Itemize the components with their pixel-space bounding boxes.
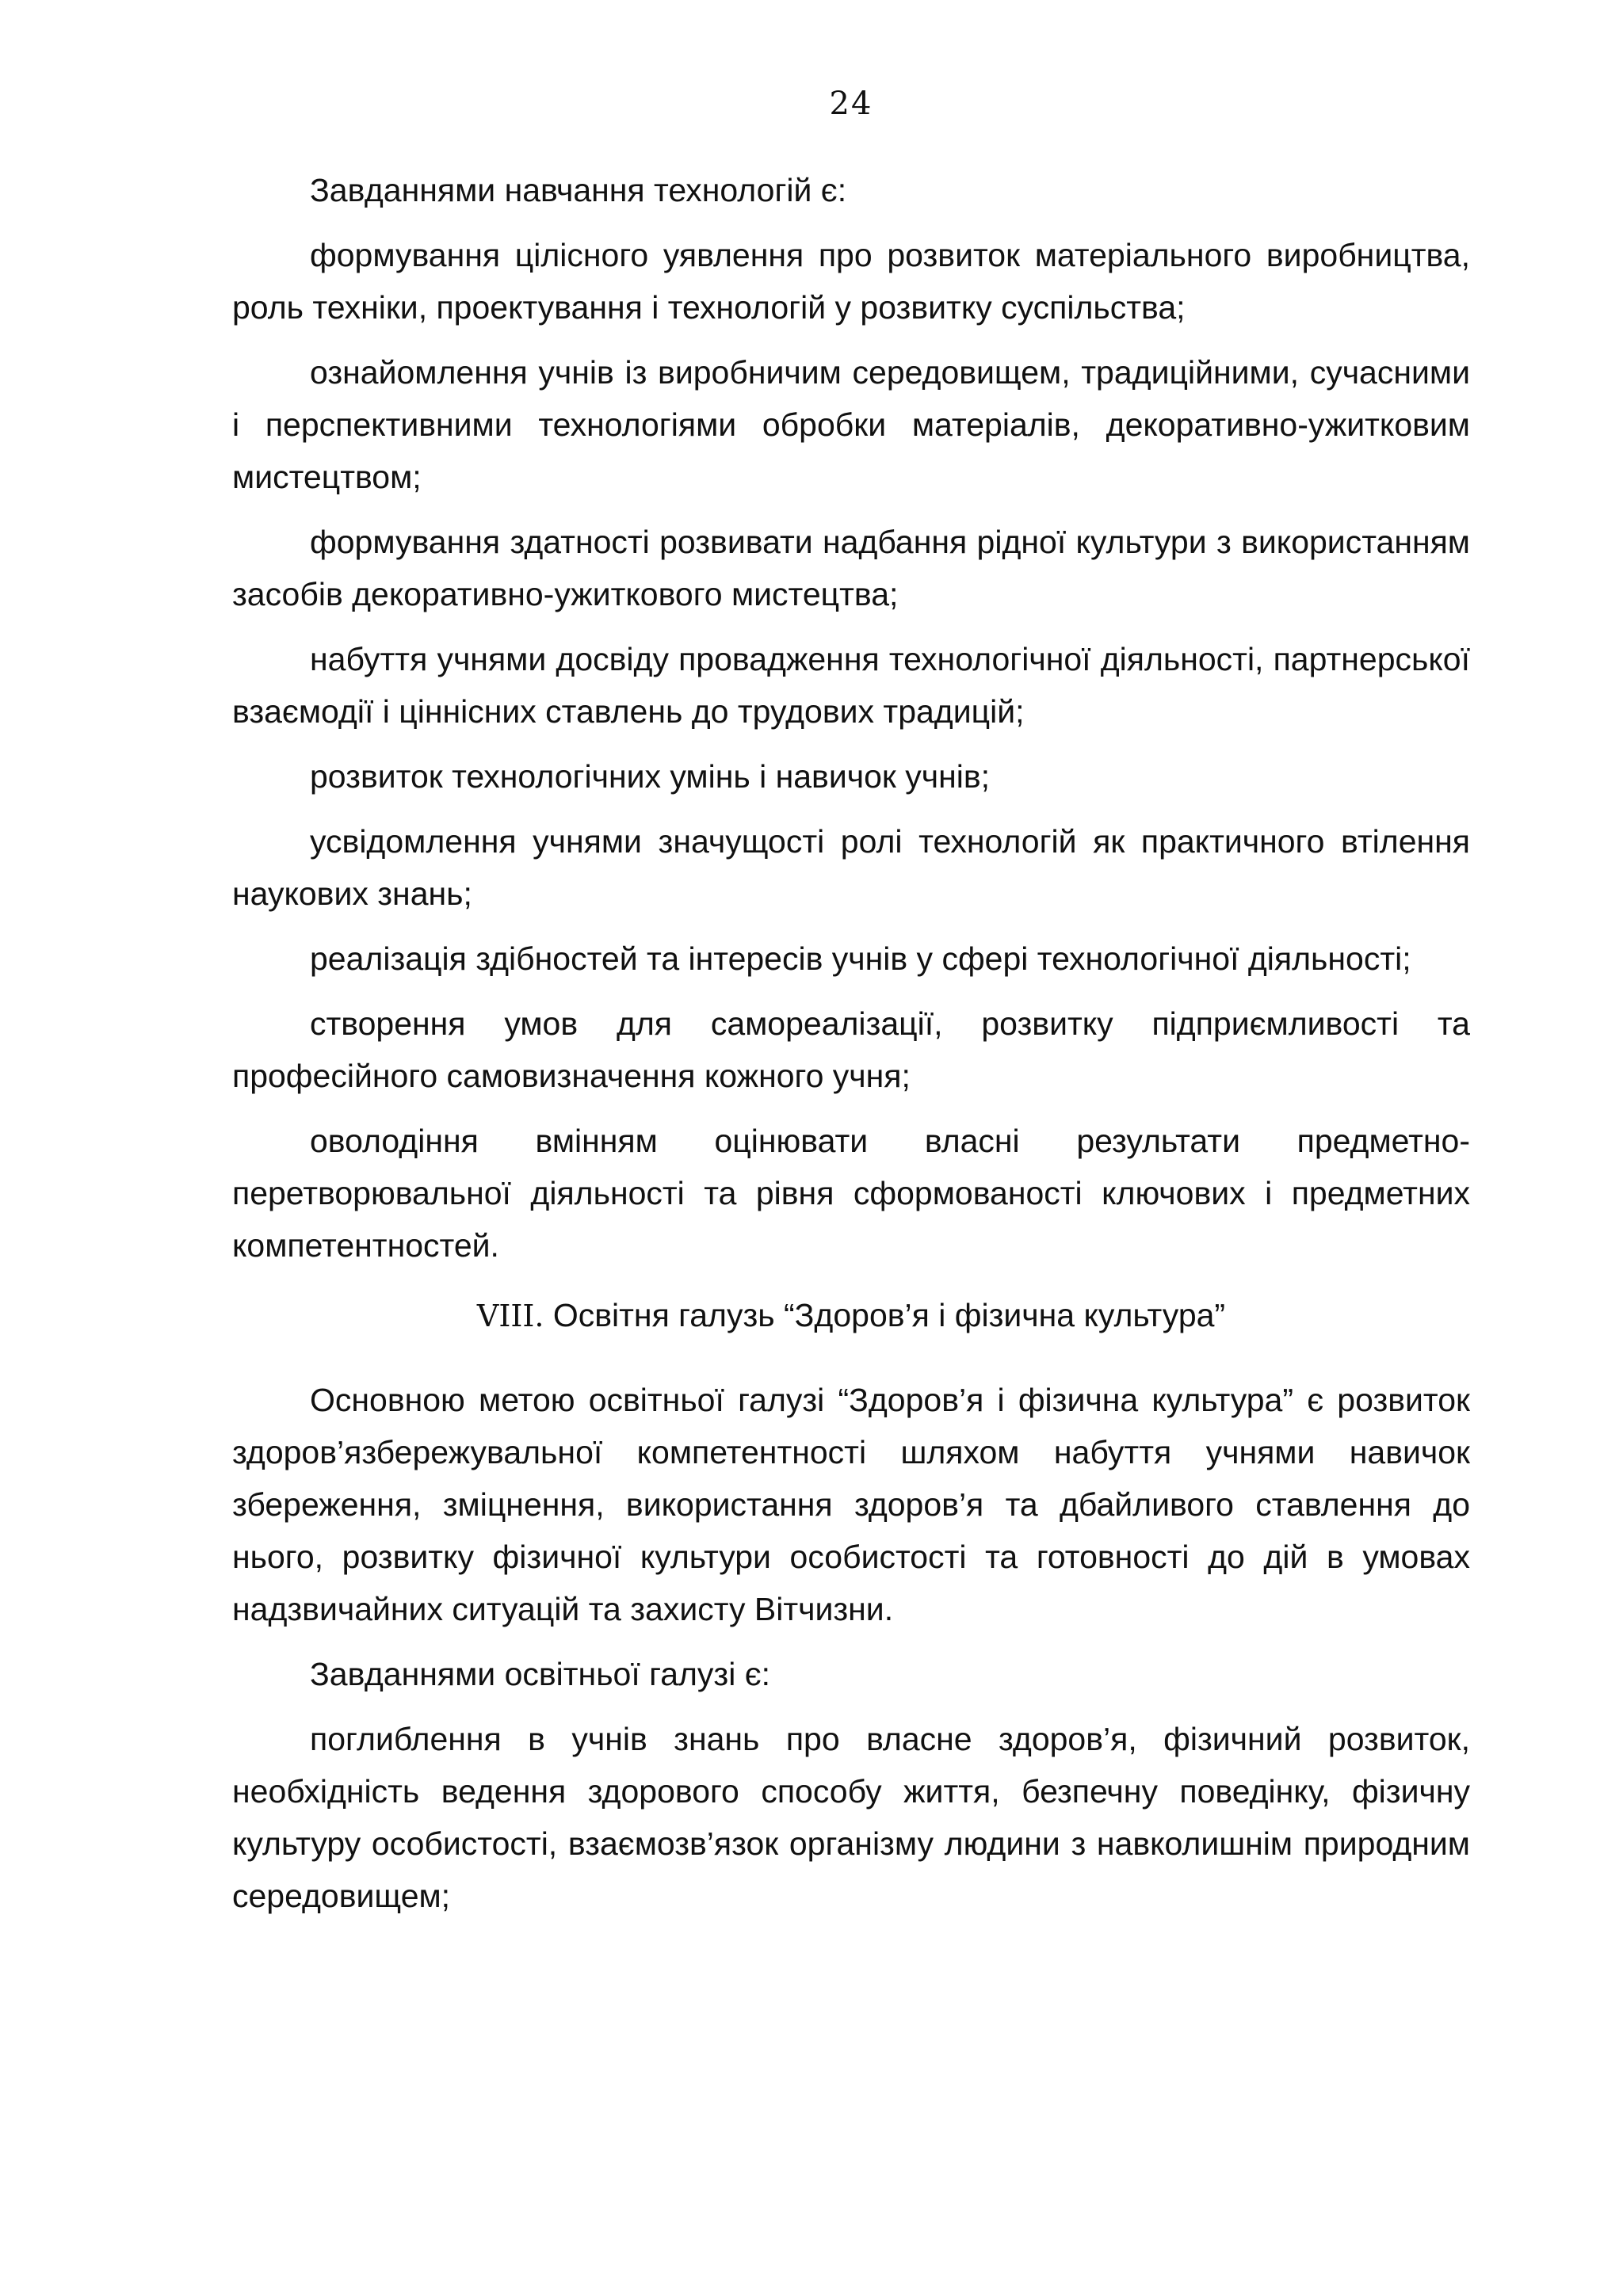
paragraph-goal: Основною метою освітньої галузі “Здоров’я і фізична культура” є розвиток здоров’язбережувальної компетентності шляхом набуття учнями навичок збереження, зміцнення, використання здоров’я та дбайливого ставлення до нього, розвитку фізичної культури особистості та готовності до дій в умовах надзвичайних ситуацій та захисту Вітчизни.	[232, 1382, 1470, 1627]
paragraph-task-6: усвідомлення учнями значущості ролі технологій як практичного втілення наукових знань;	[232, 823, 1470, 912]
document-body	[232, 164, 1470, 1935]
paragraph-task-3: формування здатності розвивати надбання рідної культури з використанням засобів декоративно-ужиткового мистецтва;	[232, 524, 1470, 612]
section-heading	[232, 1289, 1470, 1342]
section-numeral: VIII.	[476, 1299, 544, 1333]
paragraph-tasks-intro: Завданнями навчання технологій є:	[310, 172, 847, 208]
paragraph-health-task-1: поглиблення в учнів знань про власне здоров’я, фізичний розвиток, необхідність ведення здорового способу життя, безпечну поведінку, фізичну культуру особистості, взаємозв’язок організму людини з навколишнім природним середовищем;	[232, 1721, 1470, 1914]
paragraph-task-1: формування цілісного уявлення про розвиток матеріального виробництва, роль техніки, проектування і технологій у розвитку суспільства;	[232, 237, 1470, 326]
section-title: Освітня галузь “Здоров’я і фізична культура”	[552, 1297, 1226, 1333]
page-number: 24	[829, 86, 873, 122]
paragraph-task-9: оволодіння вмінням оцінювати власні результати предметно-перетворювальної діяльності та рівня сформованості ключових і предметних компетентностей.	[232, 1123, 1470, 1264]
paragraph-task-2: ознайомлення учнів із виробничим середовищем, традиційними, сучасними і перспективними технологіями обробки матеріалів, декоративно-ужитковим мистецтвом;	[232, 354, 1470, 495]
paragraph-health-tasks-intro: Завданнями освітньої галузі є:	[310, 1656, 771, 1692]
paragraph-task-5: розвиток технологічних умінь і навичок учнів;	[310, 758, 991, 795]
paragraph-task-7: реалізація здібностей та інтересів учнів у сфері технологічної діяльності;	[310, 940, 1411, 977]
paragraph-task-8: створення умов для самореалізації, розвитку підприємливості та професійного самовизначення кожного учня;	[232, 1005, 1470, 1094]
paragraph-task-4: набуття учнями досвіду провадження технологічної діяльності, партнерської взаємодії і ціннісних ставлень до трудових традицій;	[232, 641, 1470, 730]
